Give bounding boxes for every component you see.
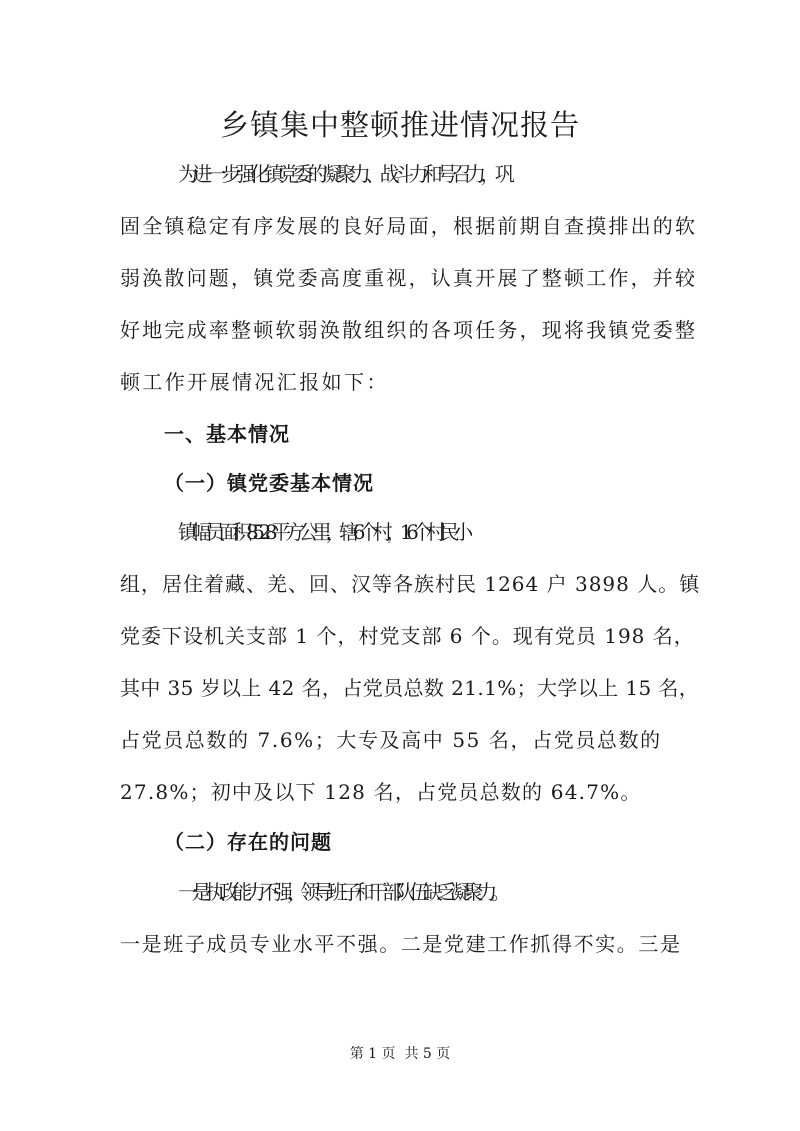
subsection-heading-party-committee: （一）镇党委基本情况 — [164, 471, 374, 495]
basic-line-6: 27.8%；初中及以下 128 名，占党员总数的 64.7%。 — [120, 780, 642, 804]
problems-line-2: 一是班子成员专业水平不强。二是党建工作抓得不实。三是 — [120, 932, 682, 956]
basic-line-5: 占党员总数的 7.6%；大专及高中 55 名，占党员总数的 — [120, 728, 662, 752]
document-title: 乡镇集中整顿推进情况报告 — [219, 108, 580, 142]
section-heading-basic-situation: 一、基本情况 — [164, 422, 290, 446]
problems-line-1: 一是执政能力不强，领导班子和干部队伍缺乏凝聚力。 — [178, 880, 505, 904]
intro-line-4: 好地完成率整顿软弱涣散组织的各项任务，现将我镇党委整 — [120, 318, 698, 342]
page-number-footer: 第 1 页 共 5 页 — [349, 1046, 451, 1062]
basic-line-1: 镇幅员面积 852.8 平方公里，辖 6 个村，16 个村民小 — [178, 520, 467, 544]
intro-line-3: 弱涣散问题，镇党委高度重视，认真开展了整顿工作，并较 — [120, 266, 698, 290]
intro-line-5: 顿工作开展情况汇报如下： — [120, 370, 389, 394]
subsection-heading-problems: （二）存在的问题 — [164, 830, 332, 854]
intro-line-2: 固全镇稳定有序发展的良好局面，根据前期自查摸排出的软 — [120, 214, 698, 238]
basic-line-4: 其中 35 岁以上 42 名，占党员总数 21.1%；大学以上 15 名， — [120, 676, 700, 700]
intro-line-1: 为进一步强化镇党委的凝聚力、战斗力和号召力，巩 — [178, 162, 510, 186]
basic-line-3: 党委下设机关支部 1 个，村党支部 6 个。现有党员 198 名， — [120, 624, 695, 648]
basic-line-2: 组，居住着藏、羌、回、汉等各族村民 1264 户 3898 人。镇 — [120, 572, 701, 596]
